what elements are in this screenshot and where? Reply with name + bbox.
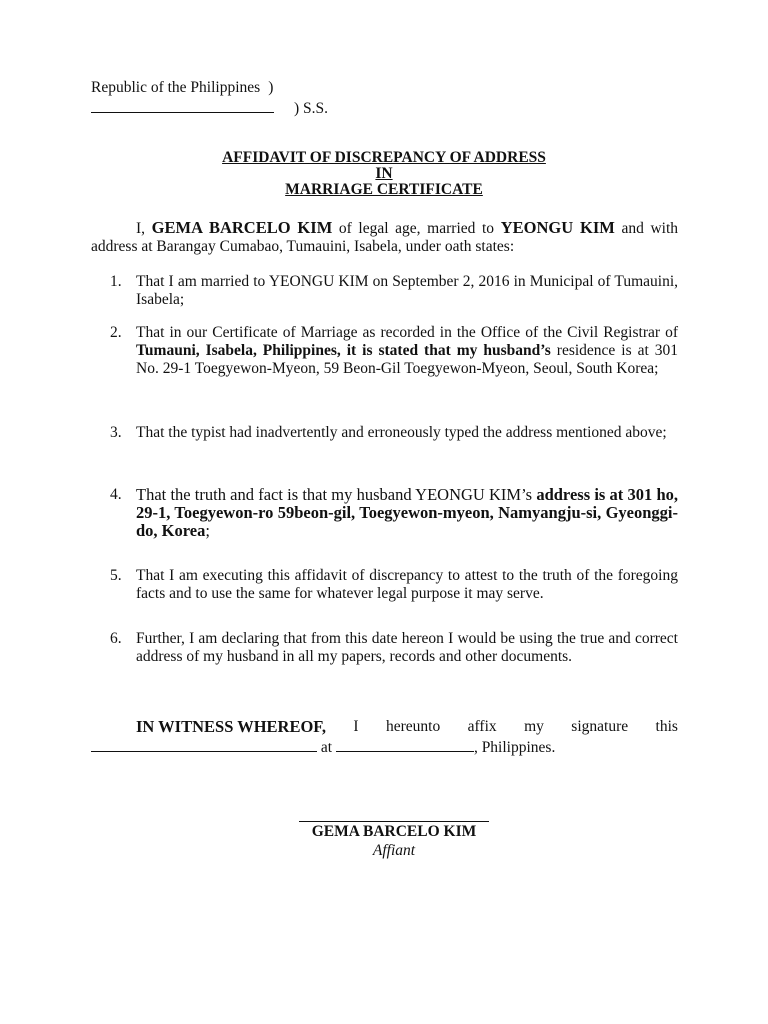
signatory-role: Affiant [372,842,416,859]
venue-paren: ) [268,79,274,96]
list-item [110,486,678,540]
item-text: That the typist had inadvertently and erroneously typed the address mentioned above; [136,424,667,441]
intro-paragraph [91,219,678,256]
witness-heading: IN WITNESS WHEREOF, [136,717,326,736]
item-number: 4. [110,486,122,503]
item-bold-text: address is at 301 ho, 29-1, Toegyewon-ro 59beon-gil, Toegyewon-myeon, Namyangju-si, Gyeonggi-do, Korea [136,485,678,540]
item-number: 5. [110,567,122,584]
list-item [110,324,678,378]
venue-label: Republic of the Philippines [91,79,261,96]
item-text: That I am married to YEONGU KIM on September 2, 2016 in Municipal of Tumauini, Isabela; [136,273,678,308]
item-number: 6. [110,630,122,647]
witness-paragraph: IN WITNESS WHEREOF, I hereunto affix my signature this at , Philippines. [91,718,678,757]
intro-text-3: and with address at Barangay Cumabao, Tumauini, Isabela, under oath states: [91,220,678,255]
item-text: That in our Certificate of Marriage as recorded in the Office of the Civil Registrar of Tumauni, Isabela, Philippines, it is stated that my husband’s residence is at 301 No. 29-1 Toegyewon-Myeon, 59 Beon-Gil Toegyewon-Myeon, Seoul, South Korea; [136,324,678,377]
signatory-name: GEMA BARCELO KIM [311,823,477,840]
affiant-name: GEMA BARCELO KIM [151,218,333,237]
list-item [110,424,678,442]
list-item [110,273,678,309]
item-text: That I am executing this affidavit of discrepancy to attest to the truth of the foregoing facts and to use the same for whatever legal purpose it may serve. [136,567,678,602]
item-number: 1. [110,273,122,290]
title-line-3: MARRIAGE CERTIFICATE [285,181,483,198]
spouse-name: YEONGU KIM [500,218,615,237]
place-suffix: , Philippines. [473,739,556,756]
item-text: Further, I am declaring that from this date hereon I would be using the true and correct address of my husband in all my papers, records and other documents. [136,630,678,665]
intro-text-2: of legal age, married to [338,220,495,237]
title-line-1: AFFIDAVIT OF DISCREPANCY OF ADDRESS [222,149,546,166]
date-blank [91,737,317,752]
item-text: That the truth and fact is that my husband YEONGU KIM’s address is at 301 ho, 29-1, Toegyewon-ro 59beon-gil, Toegyewon-myeon, Namyangju-si, Gyeonggi-do, Korea; [136,485,678,540]
place-blank [336,737,474,752]
list-item [110,567,678,603]
ss-label: ) S.S. [294,100,329,117]
item-bold-text: Tumauni, Isabela, Philippines, it is stated that my husband’s [136,342,551,359]
title-line-2: IN [375,165,393,182]
item-number: 3. [110,424,122,441]
intro-text-1: I, [136,220,146,237]
list-item [110,630,678,666]
venue-blank [91,98,274,113]
ss-line [91,98,328,118]
at-label: at [320,739,333,756]
item-number: 2. [110,324,122,341]
venue-line [91,79,273,97]
signature-line [299,821,489,822]
document-title [0,150,768,198]
